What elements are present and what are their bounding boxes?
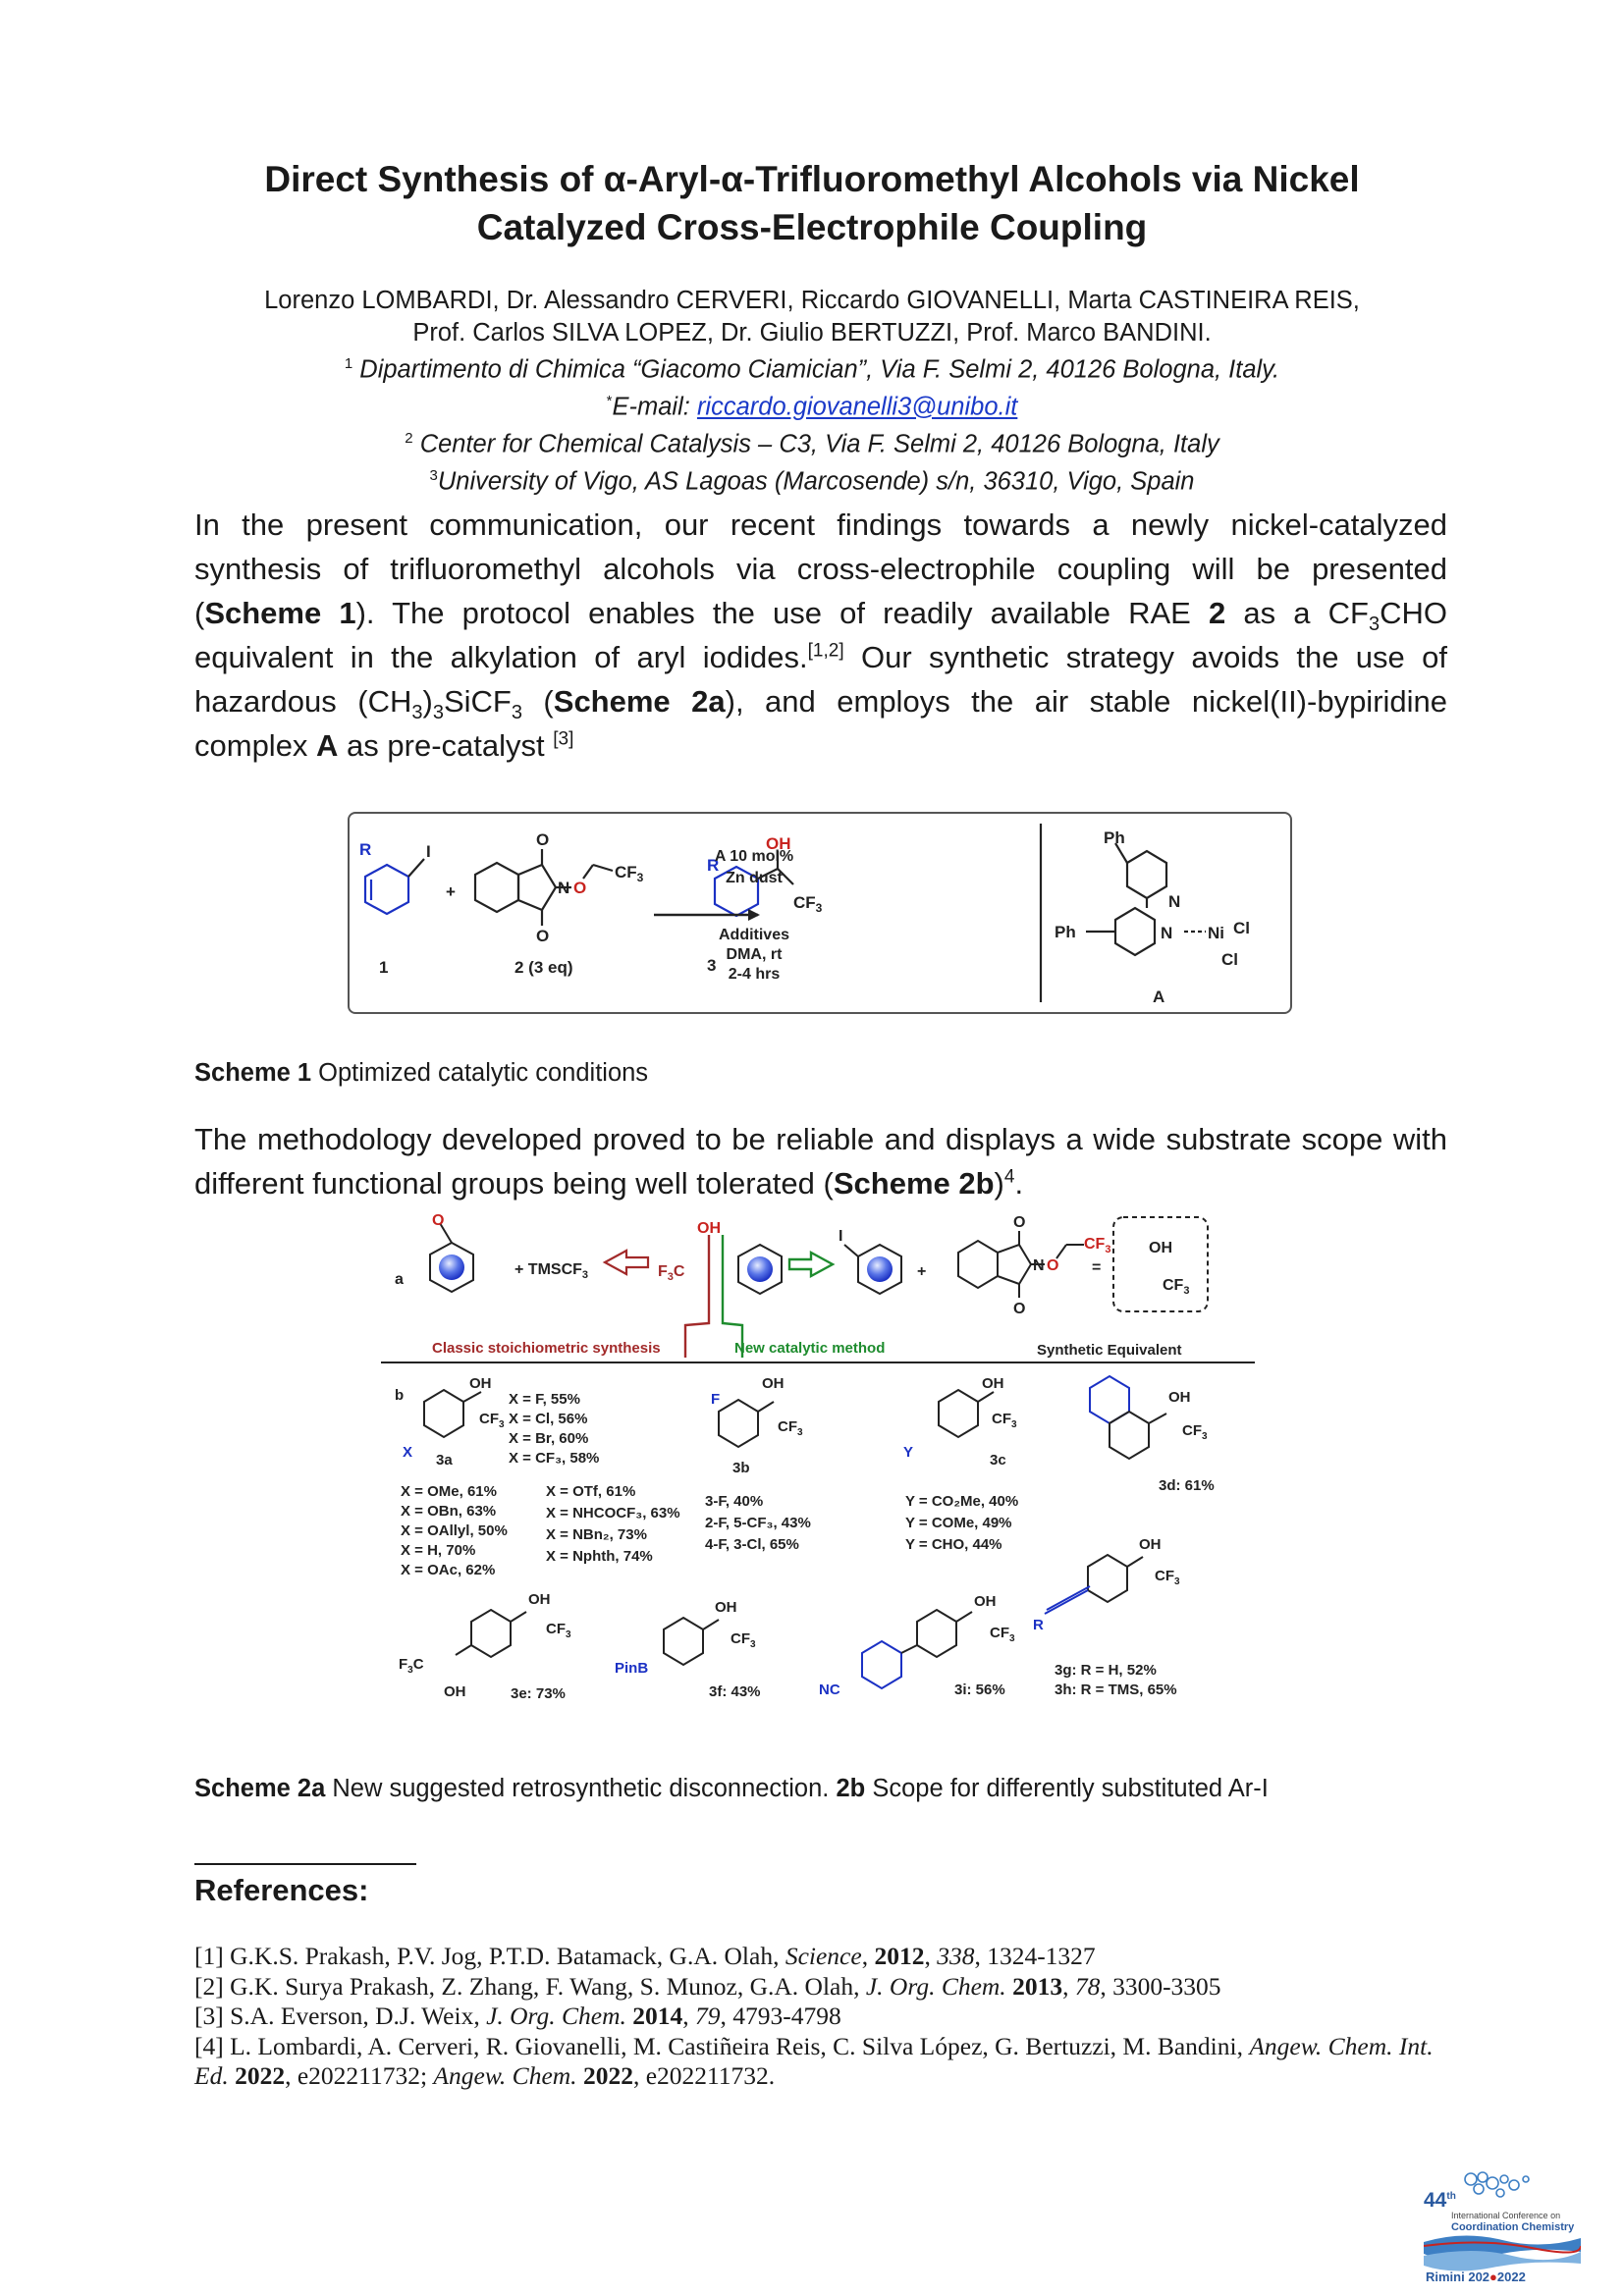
title-line-1: Direct Synthesis of α-Aryl-α-Trifluoromethyl Alcohols via Nickel (264, 159, 1360, 199)
blist-1: 2-F, 5-CF₃, 43% (705, 1515, 811, 1531)
ylist-2: Y = CHO, 44% (905, 1536, 1002, 1553)
reference-1: [1] G.K.S. Prakash, P.V. Jog, P.T.D. Batamack, G.A. Olah, Science, 2012, 338, 1324-1327 (194, 1942, 1096, 1970)
s2a-o-bottom: O (1013, 1301, 1026, 1317)
label-3b: 3b (732, 1460, 750, 1476)
s1-cond-1: A 10 mol% (714, 848, 794, 865)
ring-3i-b (862, 1641, 901, 1688)
s2a-eq-cf3: $CF_3$ (1163, 1277, 1190, 1297)
conference-logo-svg (1424, 2169, 1581, 2285)
xlist2-0: X = OMe, 61% (401, 1483, 497, 1500)
label-3d: 3d: 61% (1159, 1477, 1215, 1494)
pyridine-ring-2 (1115, 908, 1155, 955)
email-star: * (606, 393, 613, 409)
cf3-3b: $CF_3$ (778, 1418, 803, 1438)
ring-3f (664, 1618, 703, 1665)
references-rule (194, 1863, 416, 1865)
cf3-3g: $CF_3$ (1155, 1568, 1180, 1587)
s1-ph-top: Ph (1104, 828, 1125, 847)
s2-part-a: a (395, 1271, 404, 1288)
s1-o-ether: O (573, 879, 587, 897)
cf3-3e: $CF_3$ (546, 1621, 571, 1640)
oh-3i: OH (974, 1593, 997, 1610)
logo-number: 44th (1424, 2189, 1456, 2212)
s1-product-oh: OH (766, 834, 791, 853)
reference-3: [3] S.A. Everson, D.J. Weix, J. Org. Chem. 2014, 79, 4793-4798 (194, 2002, 841, 2030)
aff1-text: Dipartimento di Chimica “Giacomo Ciamician”, Via F. Selmi 2, 40126 Bologna, Italy. (359, 355, 1280, 384)
scheme-1-svg (350, 814, 1290, 1012)
aff3-sup: 3 (429, 467, 438, 484)
s2a-plus: + (917, 1263, 927, 1280)
xlist2-3: X = H, 70% (401, 1542, 476, 1559)
cf3-3f: $CF_3$ (731, 1630, 756, 1650)
oh-3e-b: OH (444, 1683, 466, 1700)
xlist1-1: X = Cl, 56% (509, 1411, 588, 1427)
label-3g: 3g: R = H, 52% (1055, 1662, 1157, 1679)
aff1-sup: 1 (344, 355, 353, 372)
oh-3b: OH (762, 1375, 785, 1392)
synthetic-equivalent-label: Synthetic Equivalent (1037, 1342, 1182, 1359)
label-3h: 3h: R = TMS, 65% (1055, 1682, 1177, 1698)
s1-cl-1: Cl (1233, 919, 1250, 937)
synthetic-equivalent-box (1113, 1217, 1208, 1311)
scheme-2-figure (381, 1205, 1265, 1730)
x-3a: X (403, 1444, 413, 1461)
logo-line-2: Coordination Chemistry (1451, 2221, 1575, 2233)
label-3i: 3i: 56% (954, 1682, 1005, 1698)
scope-paragraph: The methodology developed proved to be reliable and displays a wide substrate scope with different functional groups being well tolerated (Scheme 2b)$^4$. (194, 1122, 1447, 1201)
blist-0: 3-F, 40% (705, 1493, 764, 1510)
s1-product-r: R (707, 856, 720, 875)
oh-3g: OH (1139, 1536, 1162, 1553)
s2a-n: N (1033, 1257, 1045, 1274)
xlist3-1: X = NHCOCF₃, 63% (546, 1505, 680, 1522)
xlist2-2: X = OAllyl, 50% (401, 1522, 508, 1539)
f-3b: F (711, 1391, 721, 1408)
xlist1-2: X = Br, 60% (509, 1430, 589, 1447)
y-3c: Y (903, 1444, 914, 1461)
reference-4: [4] L. Lombardi, A. Cerveri, R. Giovanelli, M. Castiñeira Reis, C. Silva López, G. Bertuzzi, M. Bandini, Angew. Chem. Int. Ed. 2022, e202211732; Angew. Chem. 2022, e202211732. (194, 2031, 1434, 2090)
blist-2: 4-F, 3-Cl, 65% (705, 1536, 799, 1553)
ring-3g (1088, 1555, 1127, 1602)
intro-paragraph: In the present communication, our recent findings towards a newly nickel-catalyzed synthesis of trifluoromethyl alcohols via cross-electrophile coupling will be presented (Scheme 1). The protocol enables the use of readily available RAE 2 as a $CF_3CHO$ equivalent in the alkylation of aryl iodides.[1,2] Our synthetic strategy avoids the use of hazardous $(CH_3)_3SiCF_3$ (Scheme 2a), and employs the air stable nickel(II)-bypiridine complex A as pre-catalyst [3] (194, 507, 1448, 763)
reference-2: [2] G.K. Surya Prakash, Z. Zhang, F. Wang, S. Munoz, G.A. Olah, J. Org. Chem. 2013, 78, 3300-3305 (194, 1971, 1221, 2001)
email-line (167, 386, 1457, 423)
s2a-iodo: I (839, 1228, 843, 1245)
title-line-2: Catalyzed Cross-Electrophile Coupling (476, 207, 1148, 247)
s1-o-bottom: O (536, 927, 550, 945)
label-3a: 3a (436, 1452, 453, 1468)
s2a-aldehyde-o: O (432, 1212, 445, 1229)
paper-title (196, 155, 1428, 251)
aff3-text: University of Vigo, AS Lagoas (Marcosende) s/n, 36310, Vigo, Spain (437, 467, 1195, 496)
scheme-1-caption: Scheme 1 Optimized catalytic conditions (194, 1059, 649, 1087)
nc-3i: NC (819, 1682, 840, 1698)
pinb-3f: PinB (615, 1660, 649, 1677)
ring-3b (719, 1400, 758, 1447)
cf3-3c: $CF_3$ (992, 1411, 1017, 1430)
s1-cl-2: Cl (1221, 950, 1238, 969)
s2a-cf3-reagent: $CF_3$ (1084, 1236, 1111, 1255)
xlist2-1: X = OBn, 63% (401, 1503, 497, 1520)
oh-3f: OH (715, 1599, 737, 1616)
affiliation-2 (167, 423, 1457, 460)
xlist2-4: X = OAc, 62% (401, 1562, 496, 1578)
s2a-equals: = (1092, 1259, 1102, 1276)
s2a-o-top: O (1013, 1214, 1026, 1231)
s2a-eq-oh: OH (1149, 1240, 1172, 1256)
affiliation-1 (167, 348, 1457, 386)
authors-line-1: Lorenzo LOMBARDI, Dr. Alessandro CERVERI, Riccardo GIOVANELLI, Marta CASTINEIRA REIS, (264, 287, 1360, 314)
classic-label: Classic stoichiometric synthesis (432, 1340, 661, 1357)
ring-3a (424, 1390, 463, 1437)
phthalimide-ring (475, 863, 518, 912)
new-method-label: New catalytic method (734, 1340, 886, 1357)
email-link[interactable]: riccardo.giovanelli3@unibo.it (696, 393, 1018, 421)
scheme-2-svg (381, 1205, 1265, 1730)
s2a-o-ether: O (1047, 1257, 1059, 1274)
s1-bipy-n2: N (1161, 924, 1173, 942)
ylist-0: Y = CO₂Me, 40% (905, 1493, 1019, 1510)
green-arrow (789, 1253, 833, 1276)
xlist1-0: X = F, 55% (509, 1391, 580, 1408)
s1-ni: Ni (1208, 924, 1224, 942)
retro-arrow (605, 1251, 648, 1274)
s1-product-cf3: $CF_3$ (793, 893, 823, 915)
f3c-3e: $F_3C$ (399, 1656, 424, 1676)
authors-line-2: Prof. Carlos SILVA LOPEZ, Dr. Giulio BERTUZZI, Prof. Marco BANDINI. (412, 318, 1212, 347)
s1-label-3: 3 (707, 956, 717, 975)
ring-3d-a (1090, 1376, 1129, 1423)
label-3e: 3e: 73% (511, 1685, 566, 1702)
oh-3c: OH (982, 1375, 1004, 1392)
ring-3i-a (917, 1610, 956, 1657)
s1-cond-4: DMA, rt (726, 946, 783, 963)
s2a-oh: OH (697, 1220, 721, 1237)
oh-3a: OH (469, 1375, 492, 1392)
scheme-2-caption: Scheme 2a New suggested retrosynthetic disconnection. 2b Scope for differently substituted Ar-I (194, 1775, 1269, 1802)
ylist-1: Y = COMe, 49% (905, 1515, 1012, 1531)
xlist3-2: X = NBn₂, 73% (546, 1526, 647, 1543)
logo-city: Rimini 202●2022 (1426, 2269, 1526, 2284)
scheme-1-figure (348, 812, 1292, 1014)
xlist3-0: X = OTf, 61% (546, 1483, 636, 1500)
s1-r-label: R (359, 840, 372, 859)
xlist3-3: X = Nphth, 74% (546, 1548, 653, 1565)
s2-part-b: b (395, 1387, 405, 1404)
s1-plus: + (446, 882, 456, 901)
s2a-f3c: $F_3C$ (658, 1263, 685, 1283)
s1-cf3-reagent: $CF_3$ (615, 863, 644, 884)
conference-logo (1424, 2169, 1581, 2285)
ring-3e (471, 1610, 511, 1657)
s1-o-top: O (536, 830, 550, 849)
pyridine-ring-1 (1127, 851, 1166, 898)
s1-label-A: A (1153, 988, 1165, 1006)
ring-3d-b (1110, 1412, 1149, 1459)
xlist1-3: X = CF₃, 58% (509, 1450, 600, 1467)
email-label: E-mail: (612, 393, 697, 421)
r-3g: R (1033, 1617, 1044, 1633)
aff2-sup: 2 (405, 430, 413, 447)
oh-3e: OH (528, 1591, 551, 1608)
logo-line-1: International Conference on (1451, 2211, 1561, 2220)
s1-label-2: 2 (3 eq) (514, 958, 573, 977)
cf3-3a: $CF_3$ (479, 1411, 505, 1430)
cf3-3d: $CF_3$ (1182, 1422, 1208, 1442)
cf3-3i: $CF_3$ (990, 1625, 1015, 1644)
aff2-text: Center for Chemical Catalysis – C3, Via F. Selmi 2, 40126 Bologna, Italy (419, 430, 1219, 458)
s1-bipy-n1: N (1168, 892, 1181, 911)
label-3c: 3c (990, 1452, 1006, 1468)
oh-3d: OH (1168, 1389, 1191, 1406)
s1-ph-left: Ph (1055, 923, 1076, 941)
reference-list (194, 1942, 1447, 2092)
s1-cond-5: 2-4 hrs (728, 966, 781, 983)
s1-label-1: 1 (379, 958, 389, 977)
s2a-tmscf3: + $TMSCF_3$ (514, 1261, 589, 1281)
s1-iodo: I (426, 842, 431, 861)
s1-cond-2: Zn dust (726, 870, 783, 886)
author-block (167, 285, 1457, 498)
ring-3c (939, 1390, 978, 1437)
affiliation-3 (167, 460, 1457, 498)
references-heading: References: (194, 1873, 369, 1907)
s1-n: N (558, 879, 570, 897)
s1-cond-3: Additives (718, 927, 790, 943)
label-3f: 3f: 43% (709, 1683, 761, 1700)
